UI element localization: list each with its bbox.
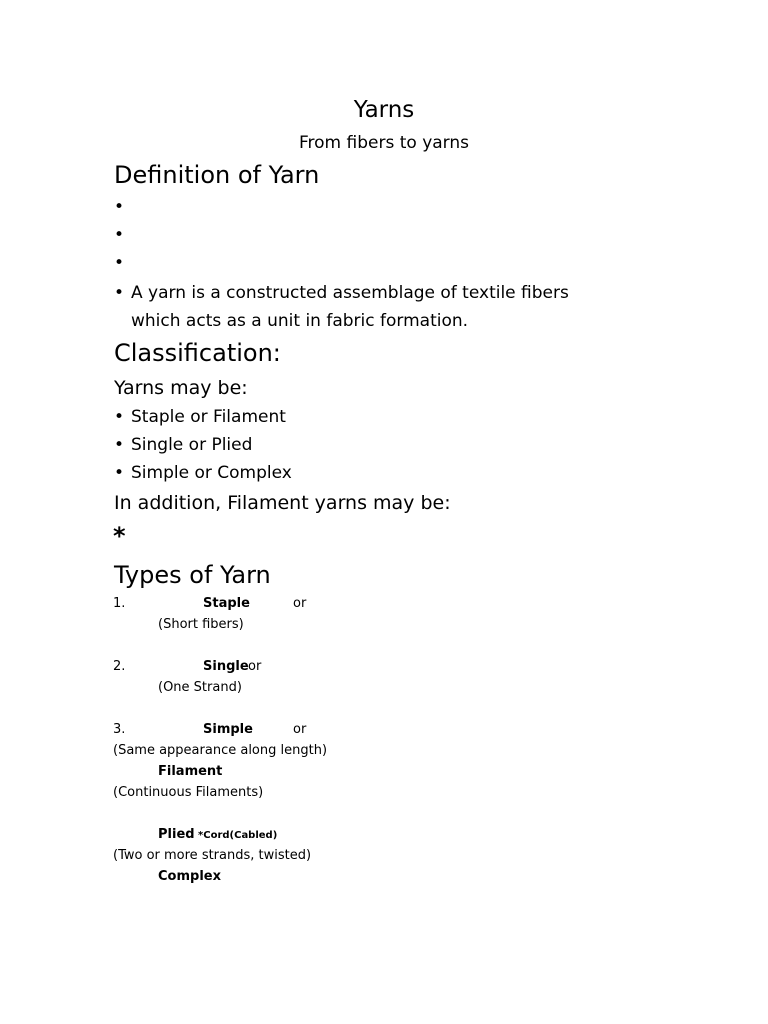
bullet-dot: • <box>114 197 125 217</box>
type-or-1: or <box>293 596 307 611</box>
type-plied-desc: (Two or more strands, twisted) <box>113 848 312 863</box>
classification-intro: Yarns may be: <box>114 377 248 399</box>
classification-item <box>114 432 252 458</box>
empty-bullet-1 <box>114 194 131 220</box>
classification-item-label: Single or Plied <box>131 435 253 455</box>
bullet-dot: • <box>114 225 125 245</box>
type-number-2: 2. <box>113 659 126 674</box>
type-number-1: 1. <box>113 596 126 611</box>
type-single-desc: (One Strand) <box>158 680 242 695</box>
bullet-dot: • <box>114 407 125 427</box>
type-staple: Staple <box>203 596 250 611</box>
definition-text-line2: which acts as a unit in fabric formation. <box>131 311 469 331</box>
classification-item-label: Staple or Filament <box>131 407 286 427</box>
empty-bullet-2 <box>114 222 131 248</box>
type-staple-desc: (Short fibers) <box>158 617 244 632</box>
type-simple: Simple <box>203 722 253 737</box>
bullet-dot: • <box>114 253 125 273</box>
type-filament-desc: (Continuous Filaments) <box>113 785 264 800</box>
type-cord-note: *Cord(Cabled) <box>198 830 278 841</box>
type-filament: Filament <box>158 764 223 779</box>
bullet-dot: • <box>114 283 125 303</box>
classification-heading: Classification: <box>114 339 281 367</box>
definition-text-line1: A yarn is a constructed assemblage of textile fibers <box>131 283 569 303</box>
classification-item <box>114 460 292 486</box>
classification-item-label: Simple or Complex <box>131 463 292 483</box>
types-heading: Types of Yarn <box>114 561 271 589</box>
empty-bullet-3 <box>114 250 131 276</box>
type-or-2: or <box>248 659 262 674</box>
bullet-dot: • <box>114 463 125 483</box>
definition-heading: Definition of Yarn <box>114 161 320 189</box>
definition-bullet <box>114 280 569 306</box>
document-title: Yarns <box>353 97 415 123</box>
asterisk-marker: * <box>113 522 126 550</box>
classification-addition: In addition, Filament yarns may be: <box>114 492 451 514</box>
type-plied: Plied <box>158 827 195 842</box>
type-or-3: or <box>293 722 307 737</box>
type-single: Single <box>203 659 249 674</box>
document-subtitle: From fibers to yarns <box>299 133 469 153</box>
type-simple-desc: (Same appearance along length) <box>113 743 328 758</box>
bullet-dot: • <box>114 435 125 455</box>
classification-item <box>114 404 286 430</box>
type-complex: Complex <box>158 869 221 884</box>
type-number-3: 3. <box>113 722 126 737</box>
